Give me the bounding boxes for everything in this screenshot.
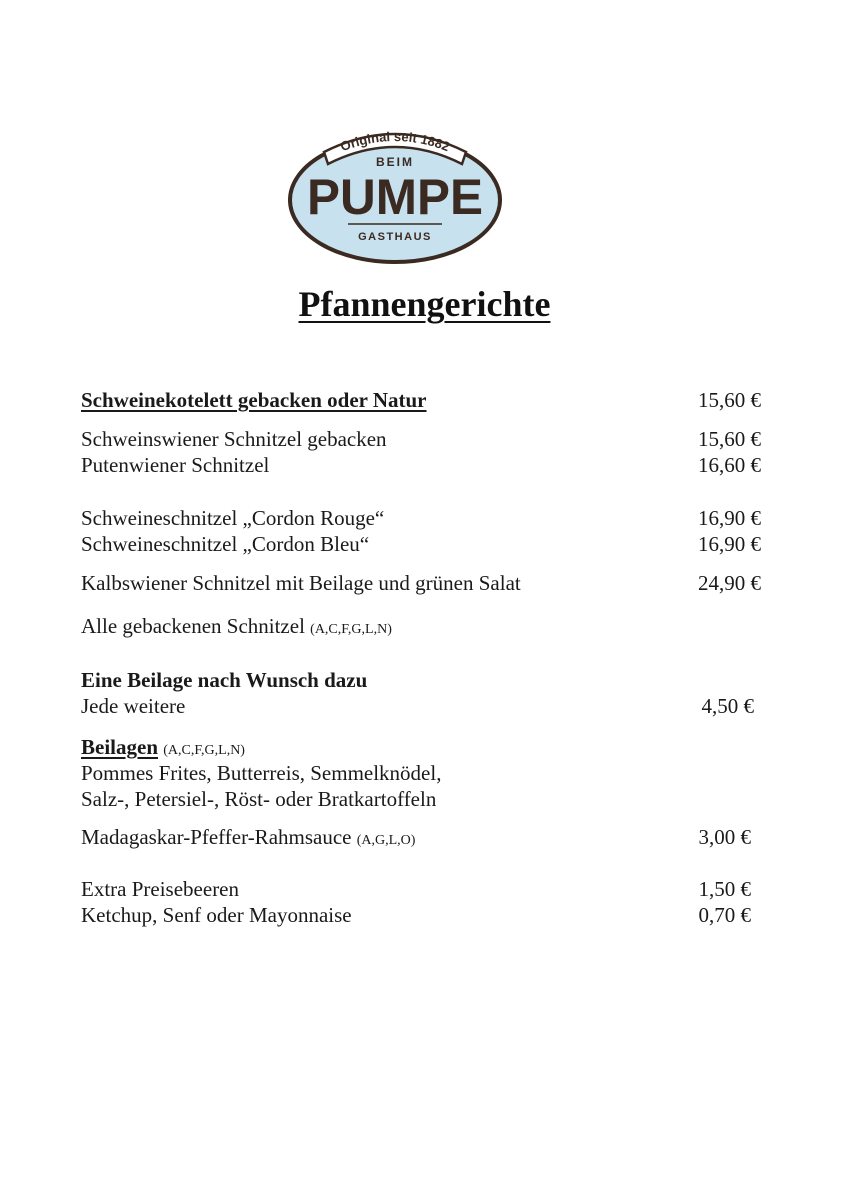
price-preisebeeren: 1,50 €	[698, 877, 751, 901]
logo-name: PUMPE	[307, 169, 483, 225]
logo-banner-text: Original seit 1882	[338, 128, 452, 155]
beilagen-line-1: Pommes Frites, Butterreis, Semmelknödel,	[81, 761, 442, 785]
page-title: Pfannengerichte	[298, 284, 551, 324]
menu-item-cordon-rouge: Schweineschnitzel „Cordon Rouge“	[81, 506, 385, 530]
price-cordon-rouge: 16,90 €	[698, 506, 761, 530]
logo-beim: BEIM	[376, 155, 414, 169]
sauce-label: Madagaskar-Pfeffer-Rahmsauce	[81, 825, 352, 849]
sauce-allergens: (A,G,L,O)	[356, 833, 416, 848]
menu-item-schweinswiener: Schweinswiener Schnitzel gebacken	[81, 427, 387, 451]
price-jede-weitere: 4,50 €	[701, 694, 754, 718]
menu-item-preisebeeren: Extra Preisebeeren	[81, 877, 240, 901]
price-kalbswiener: 24,90 €	[698, 571, 761, 595]
price-cordon-bleu: 16,90 €	[698, 532, 761, 556]
menu-item-putenwiener: Putenwiener Schnitzel	[81, 453, 270, 477]
beilagen-allergens: (A,C,F,G,L,N)	[163, 743, 245, 758]
price-sauce: 3,00 €	[698, 825, 751, 849]
price-putenwiener: 16,60 €	[698, 453, 761, 477]
logo-sub: GASTHAUS	[358, 231, 432, 243]
beilagen-line-2: Salz-, Petersiel-, Röst- oder Bratkartoffeln	[81, 787, 437, 811]
menu-note-alle-schnitzel	[81, 613, 392, 643]
gasthaus-logo	[286, 118, 504, 268]
price-schweinswiener: 15,60 €	[698, 427, 761, 451]
menu-item-ketchup: Ketchup, Senf oder Mayonnaise	[81, 903, 352, 927]
menu-item-sauce	[81, 824, 415, 854]
price-kotelett: 15,60 €	[698, 388, 761, 412]
menu-item-kalbswiener: Kalbswiener Schnitzel mit Beilage und grünen Salat	[81, 571, 521, 595]
alle-schnitzel-allergens: (A,C,F,G,L,N)	[310, 622, 392, 637]
beilagen-heading: Beilagen	[81, 735, 158, 759]
price-ketchup: 0,70 €	[698, 903, 751, 927]
menu-item-beilage-wunsch: Eine Beilage nach Wunsch dazu	[81, 668, 368, 692]
menu-item-kotelett: Schweinekotelett gebacken oder Natur	[81, 388, 427, 412]
alle-schnitzel-label: Alle gebackenen Schnitzel	[81, 614, 305, 638]
menu-item-jede-weitere: Jede weitere	[81, 694, 186, 718]
menu-item-cordon-bleu: Schweineschnitzel „Cordon Bleu“	[81, 532, 370, 556]
